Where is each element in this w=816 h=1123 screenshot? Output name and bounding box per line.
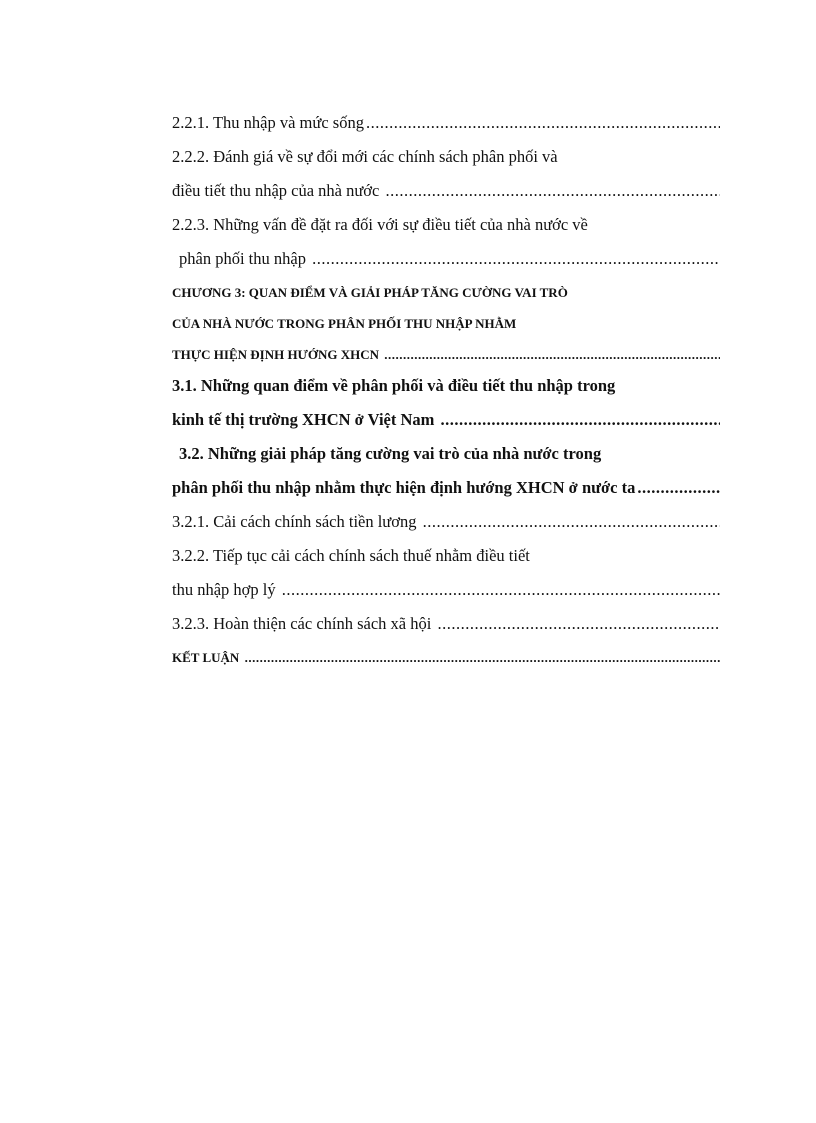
toc-entry-text: 3.2.2. Tiếp tục cải cách chính sách thuế nhằm điều tiết	[172, 546, 530, 565]
toc-entry-text: THỰC HIỆN ĐỊNH HƯỚNG XHCN	[172, 347, 383, 362]
toc-chapter-3-title-cont	[172, 311, 720, 342]
toc-entry-2-2-2-cont	[172, 178, 720, 212]
toc-entry-3-2-1	[172, 509, 720, 543]
toc-leader-dots	[441, 407, 720, 433]
toc-entry-3-1	[172, 373, 720, 407]
toc-entry-text: 3.2. Những giải pháp tăng cường vai trò của nhà nước trong	[179, 444, 602, 463]
toc-leader-dots	[385, 178, 720, 204]
toc-leader-dots	[366, 110, 720, 136]
toc-entry-3-2-3	[172, 611, 720, 645]
toc-entry-text: KẾT LUẬN	[172, 650, 243, 665]
toc-entry-text: phân phối thu nhập nhằm thực hiện định hướng XHCN ở nước ta	[172, 478, 636, 497]
table-of-contents	[172, 110, 720, 679]
toc-entry-3-1-cont	[172, 407, 720, 441]
toc-chapter-3-title	[172, 280, 720, 311]
toc-entry-text: 2.2.1. Thu nhập và mức sống	[172, 113, 364, 132]
toc-entry-text: 3.1. Những quan điểm về phân phối và điều tiết thu nhập trong	[172, 376, 616, 395]
toc-conclusion	[172, 645, 720, 679]
toc-entry-text: 3.2.3. Hoàn thiện các chính sách xã hội	[172, 614, 436, 633]
toc-entry-3-2	[172, 441, 720, 475]
toc-leader-dots	[637, 475, 720, 501]
toc-entry-2-2-2	[172, 144, 720, 178]
toc-entry-text: thu nhập hợp lý	[172, 580, 280, 599]
toc-leader-dots	[245, 645, 720, 671]
toc-leader-dots	[312, 246, 720, 272]
toc-leader-dots	[282, 577, 720, 603]
toc-entry-3-2-2	[172, 543, 720, 577]
toc-entry-2-2-3-cont	[172, 246, 720, 280]
toc-entry-text: CỦA NHÀ NƯỚC TRONG PHÂN PHỐI THU NHẬP NHẰM	[172, 316, 517, 331]
toc-entry-text: kinh tế thị trường XHCN ở Việt Nam	[172, 410, 439, 429]
toc-entry-3-2-2-cont	[172, 577, 720, 611]
toc-leader-dots	[423, 509, 720, 535]
toc-entry-text: phân phối thu nhập	[179, 249, 311, 268]
toc-entry-text: điều tiết thu nhập của nhà nước	[172, 181, 384, 200]
toc-leader-dots	[384, 342, 720, 368]
toc-entry-3-2-cont	[172, 475, 720, 509]
toc-entry-2-2-1	[172, 110, 720, 144]
toc-entry-text: 3.2.1. Cải cách chính sách tiền lương	[172, 512, 421, 531]
toc-entry-text: CHƯƠNG 3: QUAN ĐIỂM VÀ GIẢI PHÁP TĂNG CƯỜNG VAI TRÒ	[172, 285, 568, 300]
toc-chapter-3-title-end	[172, 342, 720, 373]
toc-leader-dots	[437, 611, 720, 637]
toc-entry-text: 2.2.2. Đánh giá về sự đổi mới các chính sách phân phối và	[172, 147, 558, 166]
toc-entry-text: 2.2.3. Những vấn đề đặt ra đối với sự điều tiết của nhà nước về	[172, 215, 588, 234]
toc-entry-2-2-3	[172, 212, 720, 246]
